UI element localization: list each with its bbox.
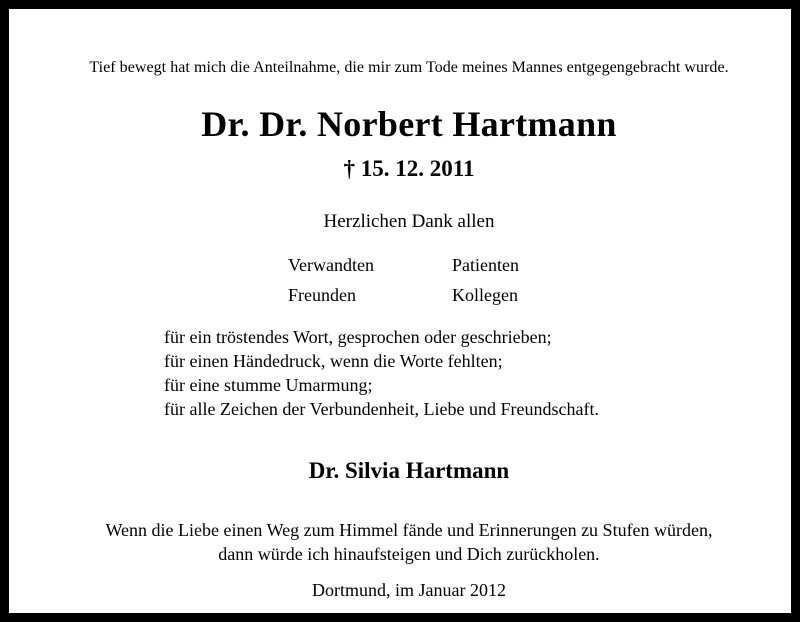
gratitude-line: für eine stumme Umarmung; bbox=[164, 375, 373, 395]
gratitude-line: für ein tröstendes Wort, gesprochen oder geschrieben; bbox=[164, 327, 552, 347]
thanks-heading: Herzlichen Dank allen bbox=[323, 211, 495, 232]
thanks-group-patients: Patienten bbox=[452, 255, 519, 275]
place-date: Dortmund, im Januar 2012 bbox=[312, 580, 506, 600]
quote-line: dann würde ich hinaufsteigen und Dich zurückholen. bbox=[218, 544, 600, 564]
quote-line: Wenn die Liebe einen Weg zum Himmel fände und Erinnerungen zu Stufen würden, bbox=[105, 520, 713, 540]
gratitude-line: für einen Händedruck, wenn die Worte fehlten; bbox=[164, 351, 503, 371]
death-date: † 15. 12. 2011 bbox=[343, 156, 475, 181]
signatory-name: Dr. Silvia Hartmann bbox=[308, 458, 510, 483]
thanks-group-colleagues: Kollegen bbox=[452, 285, 518, 305]
thanks-group-friends: Freunden bbox=[288, 285, 356, 305]
gratitude-line: für alle Zeichen der Verbundenheit, Liebe und Freundschaft. bbox=[164, 399, 600, 419]
intro-text: Tief bewegt hat mich die Anteilnahme, die mir zum Tode meines Mannes entgegengebracht wurde. bbox=[89, 59, 729, 76]
gratitude-list bbox=[164, 325, 599, 421]
deceased-name: Dr. Dr. Norbert Hartmann bbox=[201, 104, 617, 144]
thanks-group-relatives: Verwandten bbox=[288, 255, 374, 275]
memorial-quote bbox=[9, 518, 800, 566]
